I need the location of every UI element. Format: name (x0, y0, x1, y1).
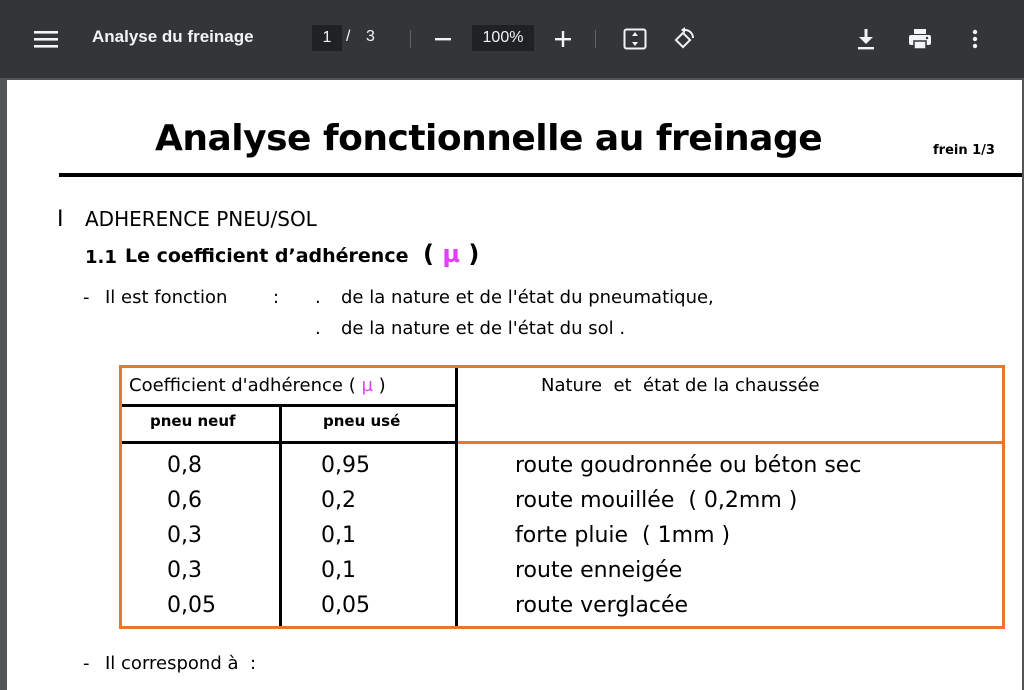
mu-symbol: µ (361, 375, 373, 396)
zoom-in-button[interactable] (548, 24, 578, 54)
download-icon (856, 28, 876, 50)
cell-new-tire: 0,3 (167, 558, 202, 583)
cell-new-tire: 0,05 (167, 593, 216, 618)
page-total: 3 (366, 28, 375, 45)
section-number: I (57, 207, 64, 232)
more-options-button[interactable] (960, 24, 990, 54)
rotate-button[interactable] (668, 24, 700, 54)
list-item: de la nature et de l'état du pneumatique, (341, 287, 714, 308)
document-title: Analyse du freinage (92, 27, 254, 46)
cell-worn-tire: 0,1 (321, 558, 356, 583)
cell-new-tire: 0,8 (167, 453, 202, 478)
page-separator: / (346, 28, 351, 45)
cell-road-nature: route verglacée (515, 593, 689, 618)
table-divider-horizontal (122, 441, 455, 444)
header-coef-suffix: ) (378, 375, 386, 396)
subsection-title: Le coefficient d’adhérence (125, 245, 409, 267)
list-item: de la nature et de l'état du sol . (341, 318, 626, 339)
cell-new-tire: 0,3 (167, 523, 202, 548)
menu-icon (34, 30, 58, 48)
list-dot: . (315, 318, 321, 339)
zoom-out-button[interactable] (428, 24, 458, 54)
list-dot: . (315, 287, 321, 308)
menu-button[interactable] (30, 24, 62, 54)
section-title: ADHERENCE PNEU/SOL (85, 207, 317, 231)
heading-rule (59, 173, 1022, 177)
page-reference: frein 1/3 (933, 143, 995, 158)
subsection-number: 1.1 (85, 247, 117, 268)
table-header-nature: Nature et état de la chaussée (541, 375, 820, 396)
table-subheader-new-tire: pneu neuf (150, 412, 236, 430)
page-number-input[interactable]: 1 (312, 25, 342, 51)
fit-page-icon (623, 28, 647, 50)
paren-open: ( (423, 240, 434, 268)
header-coef-prefix: Coefficient d'adhérence ( (129, 375, 356, 396)
cell-road-nature: route enneigée (515, 558, 683, 583)
cell-worn-tire: 0,05 (321, 593, 370, 618)
table-subheader-worn-tire: pneu usé (323, 412, 401, 430)
bullet-text: Il est fonction (105, 287, 228, 308)
print-button[interactable] (903, 24, 937, 54)
cell-worn-tire: 0,2 (321, 488, 356, 513)
minus-icon (434, 30, 452, 48)
table-divider-vertical (279, 405, 282, 626)
table-header-coefficient (129, 375, 386, 396)
bullet-dash: - (83, 287, 90, 308)
cell-road-nature: route mouillée ( 0,2mm ) (515, 488, 798, 513)
toolbar-divider (595, 30, 596, 48)
more-vert-icon (972, 29, 978, 49)
table-divider-horizontal (458, 441, 1002, 444)
pdf-toolbar (0, 0, 1024, 78)
mu-symbol: µ (442, 240, 460, 268)
document-heading: Analyse fonctionnelle au freinage (155, 118, 823, 159)
cell-new-tire: 0,6 (167, 488, 202, 513)
cell-worn-tire: 0,95 (321, 453, 370, 478)
table-divider-horizontal (122, 404, 455, 407)
bullet-dash: - (83, 653, 90, 674)
pdf-page (7, 80, 1022, 690)
cell-road-nature: forte pluie ( 1mm ) (515, 523, 731, 548)
paren-close: ) (468, 240, 480, 268)
download-button[interactable] (850, 24, 882, 54)
mu-symbol-group (423, 240, 479, 268)
cell-road-nature: route goudronnée ou béton sec (515, 453, 862, 478)
cell-worn-tire: 0,1 (321, 523, 356, 548)
bullet-text: Il correspond à : (105, 653, 257, 674)
fit-to-page-button[interactable] (619, 24, 651, 54)
plus-icon (554, 30, 572, 48)
print-icon (908, 28, 932, 50)
rotate-icon (672, 27, 696, 51)
toolbar-divider (410, 30, 411, 48)
zoom-level-input[interactable]: 100% (472, 25, 534, 51)
table-divider-vertical (455, 368, 458, 626)
bullet-colon: : (273, 287, 280, 308)
